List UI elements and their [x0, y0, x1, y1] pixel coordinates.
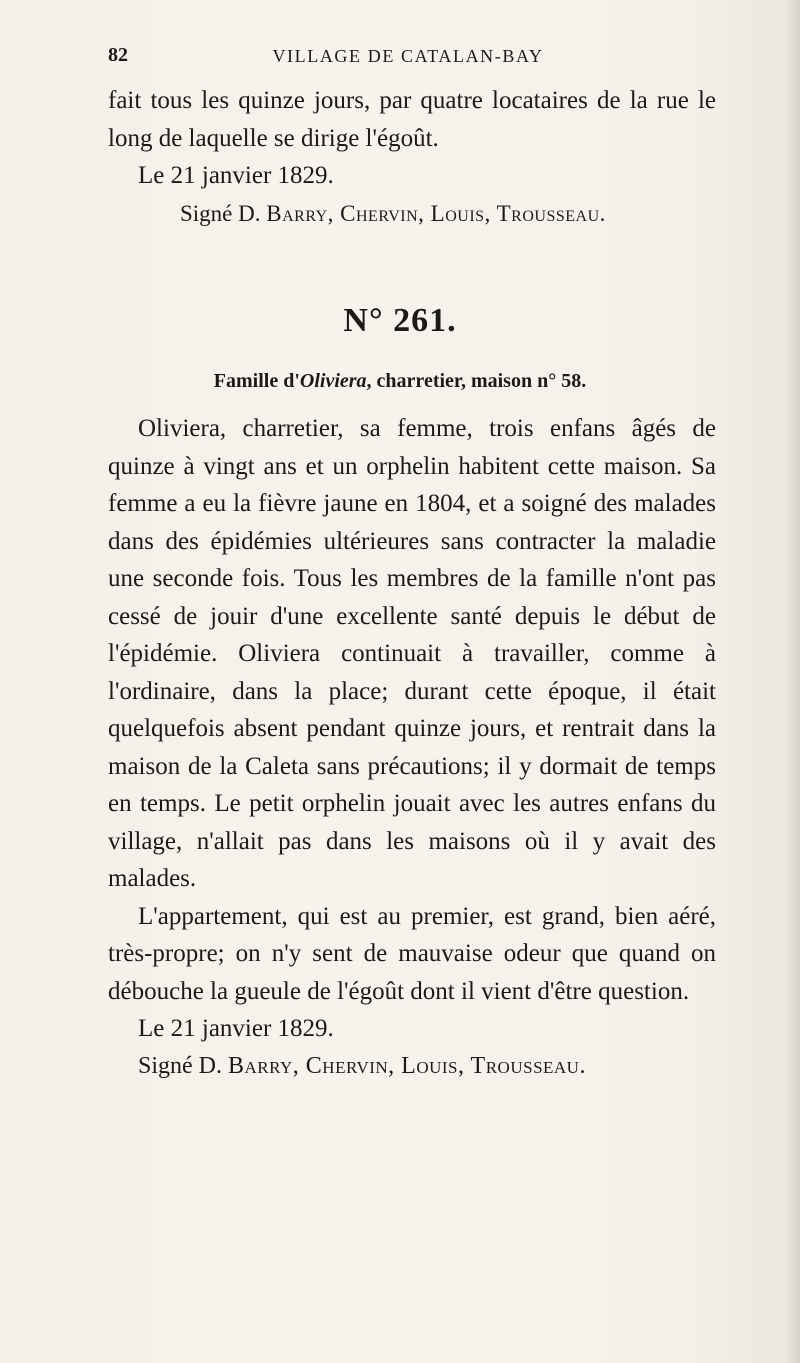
continuation-text: fait tous les quinze jours, par quatre locataires de la rue le long de laquelle se dirige l'égoût. [108, 87, 716, 152]
signature-names: Barry, Chervin, Louis, Trousseau. [228, 1052, 586, 1079]
family-prefix: Famille d' [213, 370, 300, 392]
signature-names: Barry, Chervin, Louis, Trousseau. [266, 200, 606, 226]
family-name: Oliviera [299, 370, 367, 392]
entry-body [108, 410, 716, 1085]
signature-line [108, 195, 716, 233]
page-number: 82 [108, 44, 128, 66]
entry-date: Le 21 janvier 1829. [138, 1015, 334, 1042]
paragraph-1: Oliviera, charretier, sa femme, trois enfans âgés de quinze à vingt ans et un orphelin habitent cette maison. Sa femme a eu la fièvre jaune en 1804, et a soigné des malades dans des épidémies ultérieures sans contracter la maladie une seconde fois. Tous les membres de la famille n'ont pas cessé de jouir d'une excellente santé depuis le début de l'épidémie. Oliviera continuait à travailler, comme à l'ordinaire, dans la place; durant cette époque, il était quelquefois absent pendant quinze jours, et rentrait dans la maison de la Caleta sans précautions; il y dormait de temps en temps. Le petit orphelin jouait avec les autres enfans du village, n'allait pas dans les maisons où il y avait des malades. [108, 415, 716, 892]
entry-date: Le 21 janvier 1829. [138, 162, 334, 189]
page-header [108, 44, 708, 70]
entry-number: N° 261. [343, 302, 457, 339]
page-edge-shadow [786, 0, 800, 1363]
running-head: VILLAGE DE CATALAN-BAY [272, 46, 544, 66]
previous-entry-ending [108, 82, 716, 232]
family-heading [0, 370, 800, 393]
signature-prefix: Signé D. [180, 200, 267, 226]
paragraph-2: L'appartement, qui est au premier, est grand, bien aéré, très-propre; on n'y sent de mauvaise odeur que quand on débouche la gueule de l'égoût dont il vient d'être question. [108, 902, 716, 1005]
signature-prefix: Signé D. [138, 1052, 228, 1079]
family-suffix: , charretier, maison n° 58. [366, 370, 587, 392]
signature-line [108, 1048, 716, 1086]
